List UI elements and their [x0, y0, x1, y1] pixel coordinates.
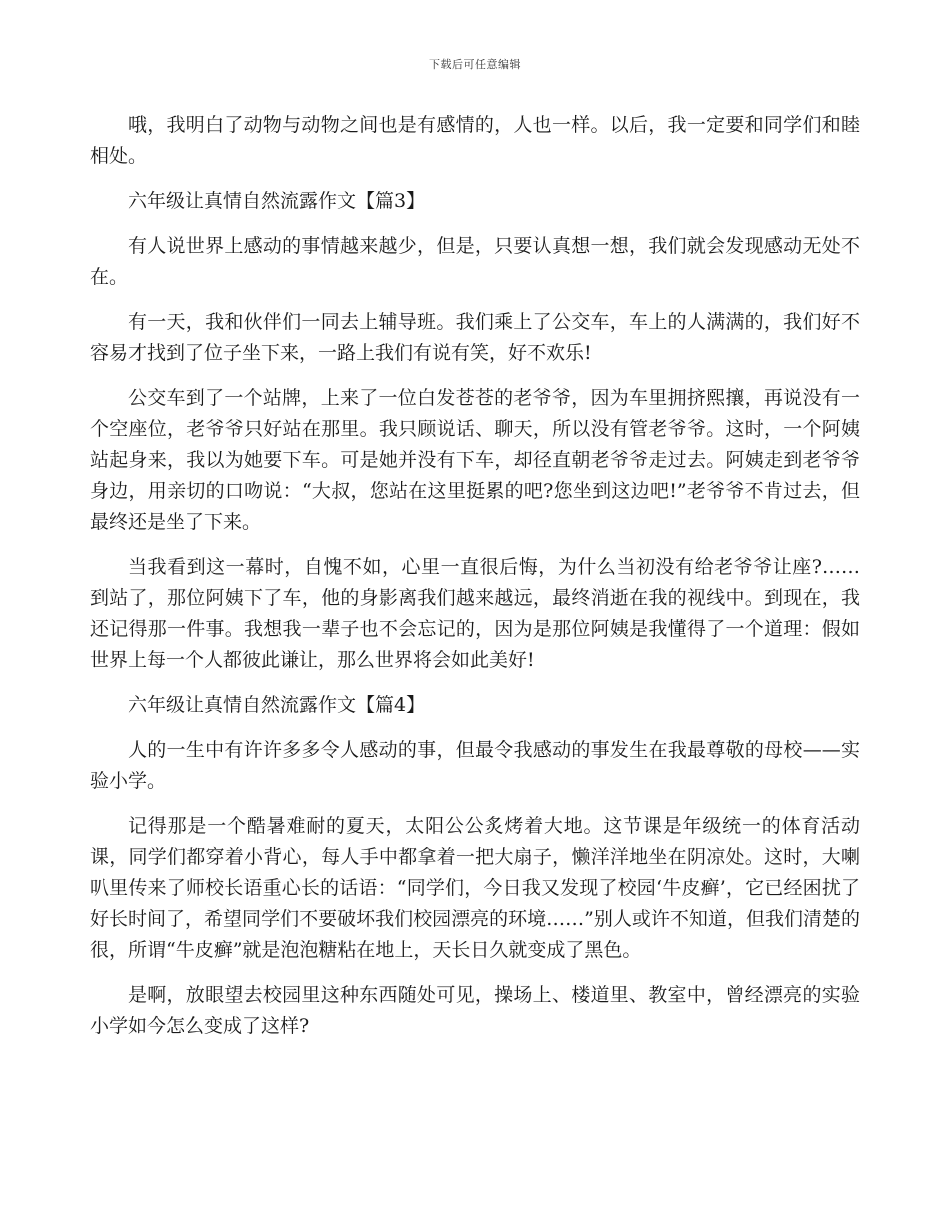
paragraph: 人的一生中有许许多多令人感动的事，但最令我感动的事发生在我最尊敬的母校——实验小学。: [90, 739, 860, 792]
paragraph: 公交车到了一个站牌，上来了一位白发苍苍的老爷爷，因为车里拥挤熙攘，再说没有一个空座位，老爷爷只好站在那里。我只顾说话、聊天，所以没有管老爷爷。这时，一个阿姨站起身来，我以为她要下车。可是她并没有下车，却径直朝老爷爷走过去。阿姨走到老爷爷身边，用亲切的口吻说：“大叔，您站在这里挺累的吧?您坐到这边吧!”老爷爷不肯过去，但最终还是坐了下来。: [90, 387, 860, 533]
page-header: 下载后可任意编辑: [429, 58, 521, 71]
section-heading: 六年级让真情自然流露作文【篇3】: [128, 190, 426, 212]
paragraph: 有一天，我和伙伴们一同去上辅导班。我们乘上了公交车，车上的人满满的，我们好不容易才找到了位子坐下来，一路上我们有说有笑，好不欢乐!: [90, 311, 860, 364]
paragraph: 有人说世界上感动的事情越来越少，但是，只要认真想一想，我们就会发现感动无处不在。: [90, 235, 860, 288]
document-body: [90, 110, 860, 1056]
section-heading: 六年级让真情自然流露作文【篇4】: [128, 694, 426, 716]
paragraph: 当我看到这一幕时，自愧不如，心里一直很后悔，为什么当初没有给老爷爷让座?……到站了，那位阿姨下了车，他的身影离我们越来越远，最终消逝在我的视线中。到现在，我还记得那一件事。我想我一辈子也不会忘记的，因为是那位阿姨是我懂得了一个道理：假如世界上每一个人都彼此谦让，那么世界将会如此美好!: [90, 556, 860, 671]
paragraph: 是啊，放眼望去校园里这种东西随处可见，操场上、楼道里、教室中，曾经漂亮的实验小学如今怎么变成了这样?: [90, 984, 860, 1037]
paragraph: 记得那是一个酷暑难耐的夏天，太阳公公炙烤着大地。这节课是年级统一的体育活动课，同学们都穿着小背心，每人手中都拿着一把大扇子，懒洋洋地坐在阴凉处。这时，大喇叭里传来了师校长语重心长的话语：“同学们，今日我又发现了校园‘牛皮癣’，它已经困扰了好长时间了，希望同学们不要破坏我们校园漂亮的环境……”别人或许不知道，但我们清楚的很，所谓“牛皮癣”就是泡泡糖粘在地上，天长日久就变成了黑色。: [90, 815, 860, 961]
paragraph: 哦，我明白了动物与动物之间也是有感情的，人也一样。以后，我一定要和同学们和睦相处。: [90, 114, 860, 167]
